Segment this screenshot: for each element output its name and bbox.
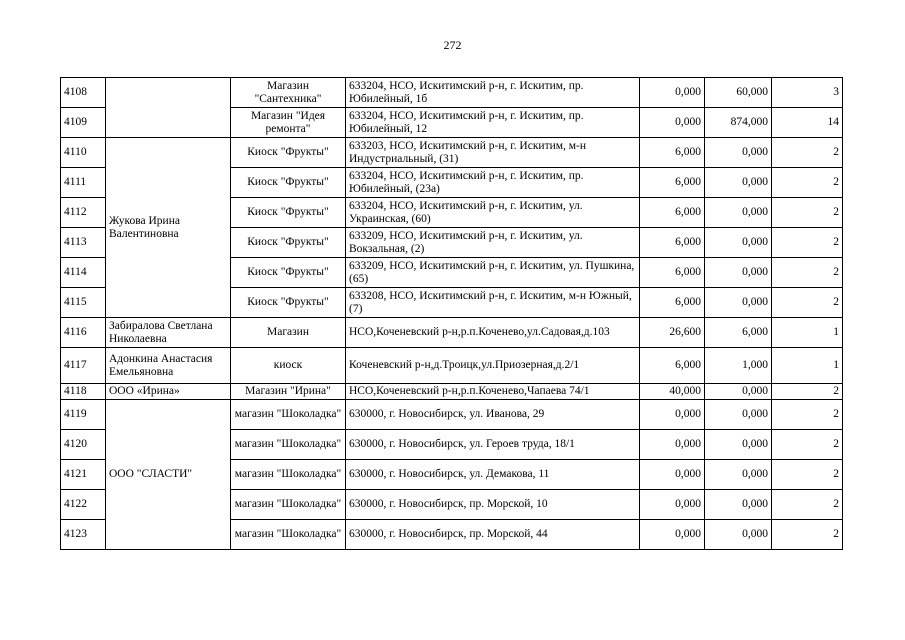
value-2: 0,000 xyxy=(705,198,772,228)
value-2: 6,000 xyxy=(705,318,772,348)
object-type: Магазин "Идея ремонта" xyxy=(231,108,346,138)
object-address: 630000, г. Новосибирск, ул. Демакова, 11 xyxy=(346,460,640,490)
value-3: 2 xyxy=(772,460,843,490)
row-id: 4113 xyxy=(61,228,106,258)
value-2: 0,000 xyxy=(705,258,772,288)
value-3: 2 xyxy=(772,258,843,288)
value-1: 6,000 xyxy=(640,138,705,168)
value-3: 14 xyxy=(772,108,843,138)
object-type: Киоск "Фрукты" xyxy=(231,258,346,288)
value-2: 0,000 xyxy=(705,168,772,198)
object-type: магазин "Шоколадка" xyxy=(231,520,346,550)
value-2: 0,000 xyxy=(705,228,772,258)
value-1: 0,000 xyxy=(640,490,705,520)
object-address: 633204, НСО, Искитимский р-н, г. Искитим, пр. Юбилейный, 1б xyxy=(346,78,640,108)
value-2: 0,000 xyxy=(705,460,772,490)
value-3: 2 xyxy=(772,288,843,318)
value-3: 2 xyxy=(772,228,843,258)
object-address: НСО,Коченевский р-н,р.п.Коченево,Чапаева 74/1 xyxy=(346,384,640,400)
object-address: 633209, НСО, Искитимский р-н, г. Искитим, ул. Вокзальная, (2) xyxy=(346,228,640,258)
value-2: 60,000 xyxy=(705,78,772,108)
owner-cell: ООО «Ирина» xyxy=(106,384,231,400)
value-1: 6,000 xyxy=(640,168,705,198)
owner-cell: Адонкина Анастасия Емельяновна xyxy=(106,348,231,384)
value-2: 0,000 xyxy=(705,138,772,168)
value-3: 2 xyxy=(772,520,843,550)
row-id: 4122 xyxy=(61,490,106,520)
object-address: 630000, г. Новосибирск, пр. Морской, 44 xyxy=(346,520,640,550)
object-address: 633209, НСО, Искитимский р-н, г. Искитим, ул. Пушкина, (65) xyxy=(346,258,640,288)
value-3: 2 xyxy=(772,384,843,400)
value-3: 2 xyxy=(772,400,843,430)
value-3: 1 xyxy=(772,348,843,384)
value-1: 0,000 xyxy=(640,430,705,460)
owner-cell: ООО "СЛАСТИ" xyxy=(106,400,231,550)
row-id: 4123 xyxy=(61,520,106,550)
object-type: Киоск "Фрукты" xyxy=(231,198,346,228)
page-number: 272 xyxy=(443,38,462,52)
object-address: 633204, НСО, Искитимский р-н, г. Искитим, ул. Украинская, (60) xyxy=(346,198,640,228)
value-2: 1,000 xyxy=(705,348,772,384)
object-address: 633204, НСО, Искитимский р-н, г. Искитим, пр. Юбилейный, 12 xyxy=(346,108,640,138)
row-id: 4120 xyxy=(61,430,106,460)
object-address: 630000, г. Новосибирск, пр. Морской, 10 xyxy=(346,490,640,520)
registry-table xyxy=(60,77,843,550)
object-type: Киоск "Фрукты" xyxy=(231,138,346,168)
value-1: 0,000 xyxy=(640,520,705,550)
value-1: 0,000 xyxy=(640,108,705,138)
row-id: 4121 xyxy=(61,460,106,490)
object-address: 633203, НСО, Искитимский р-н, г. Искитим, м-н Индустриальный, (31) xyxy=(346,138,640,168)
owner-cell: Жукова Ирина Валентиновна xyxy=(106,138,231,318)
object-type: Магазин xyxy=(231,318,346,348)
row-id: 4117 xyxy=(61,348,106,384)
value-2: 0,000 xyxy=(705,400,772,430)
row-id: 4111 xyxy=(61,168,106,198)
object-type: Магазин "Ирина" xyxy=(231,384,346,400)
value-3: 2 xyxy=(772,198,843,228)
value-2: 0,000 xyxy=(705,288,772,318)
value-1: 6,000 xyxy=(640,348,705,384)
value-2: 0,000 xyxy=(705,490,772,520)
row-id: 4114 xyxy=(61,258,106,288)
object-type: Киоск "Фрукты" xyxy=(231,168,346,198)
value-3: 2 xyxy=(772,490,843,520)
value-1: 0,000 xyxy=(640,460,705,490)
object-address: Коченевский р-н,д.Троицк,ул.Приозерная,д.2/1 xyxy=(346,348,640,384)
object-type: магазин "Шоколадка" xyxy=(231,490,346,520)
row-id: 4109 xyxy=(61,108,106,138)
object-type: магазин "Шоколадка" xyxy=(231,460,346,490)
object-type: Киоск "Фрукты" xyxy=(231,288,346,318)
object-type: киоск xyxy=(231,348,346,384)
value-2: 874,000 xyxy=(705,108,772,138)
object-type: магазин "Шоколадка" xyxy=(231,400,346,430)
value-1: 0,000 xyxy=(640,400,705,430)
value-3: 2 xyxy=(772,138,843,168)
table-row xyxy=(61,78,843,108)
row-id: 4108 xyxy=(61,78,106,108)
value-1: 6,000 xyxy=(640,228,705,258)
row-id: 4118 xyxy=(61,384,106,400)
object-address: 633208, НСО, Искитимский р-н, г. Искитим, м-н Южный, (7) xyxy=(346,288,640,318)
object-type: Киоск "Фрукты" xyxy=(231,228,346,258)
value-1: 40,000 xyxy=(640,384,705,400)
value-3: 2 xyxy=(772,168,843,198)
object-address: НСО,Коченевский р-н,р.п.Коченево,ул.Садовая,д.103 xyxy=(346,318,640,348)
row-id: 4110 xyxy=(61,138,106,168)
owner-cell xyxy=(106,78,231,138)
owner-cell: Забиралова Светлана Николаевна xyxy=(106,318,231,348)
row-id: 4115 xyxy=(61,288,106,318)
object-type: Магазин "Сантехника" xyxy=(231,78,346,108)
object-address: 630000, г. Новосибирск, ул. Иванова, 29 xyxy=(346,400,640,430)
object-type: магазин "Шоколадка" xyxy=(231,430,346,460)
value-1: 6,000 xyxy=(640,258,705,288)
table-row xyxy=(61,348,843,384)
value-3: 2 xyxy=(772,430,843,460)
object-address: 630000, г. Новосибирск, ул. Героев труда, 18/1 xyxy=(346,430,640,460)
value-2: 0,000 xyxy=(705,430,772,460)
value-2: 0,000 xyxy=(705,520,772,550)
table-row xyxy=(61,318,843,348)
value-1: 6,000 xyxy=(640,288,705,318)
value-1: 6,000 xyxy=(640,198,705,228)
table-row xyxy=(61,138,843,168)
value-3: 3 xyxy=(772,78,843,108)
object-address: 633204, НСО, Искитимский р-н, г. Искитим, пр. Юбилейный, (23а) xyxy=(346,168,640,198)
value-1: 26,600 xyxy=(640,318,705,348)
value-1: 0,000 xyxy=(640,78,705,108)
row-id: 4116 xyxy=(61,318,106,348)
table-row xyxy=(61,400,843,430)
row-id: 4119 xyxy=(61,400,106,430)
row-id: 4112 xyxy=(61,198,106,228)
value-3: 1 xyxy=(772,318,843,348)
value-2: 0,000 xyxy=(705,384,772,400)
table-row xyxy=(61,384,843,400)
